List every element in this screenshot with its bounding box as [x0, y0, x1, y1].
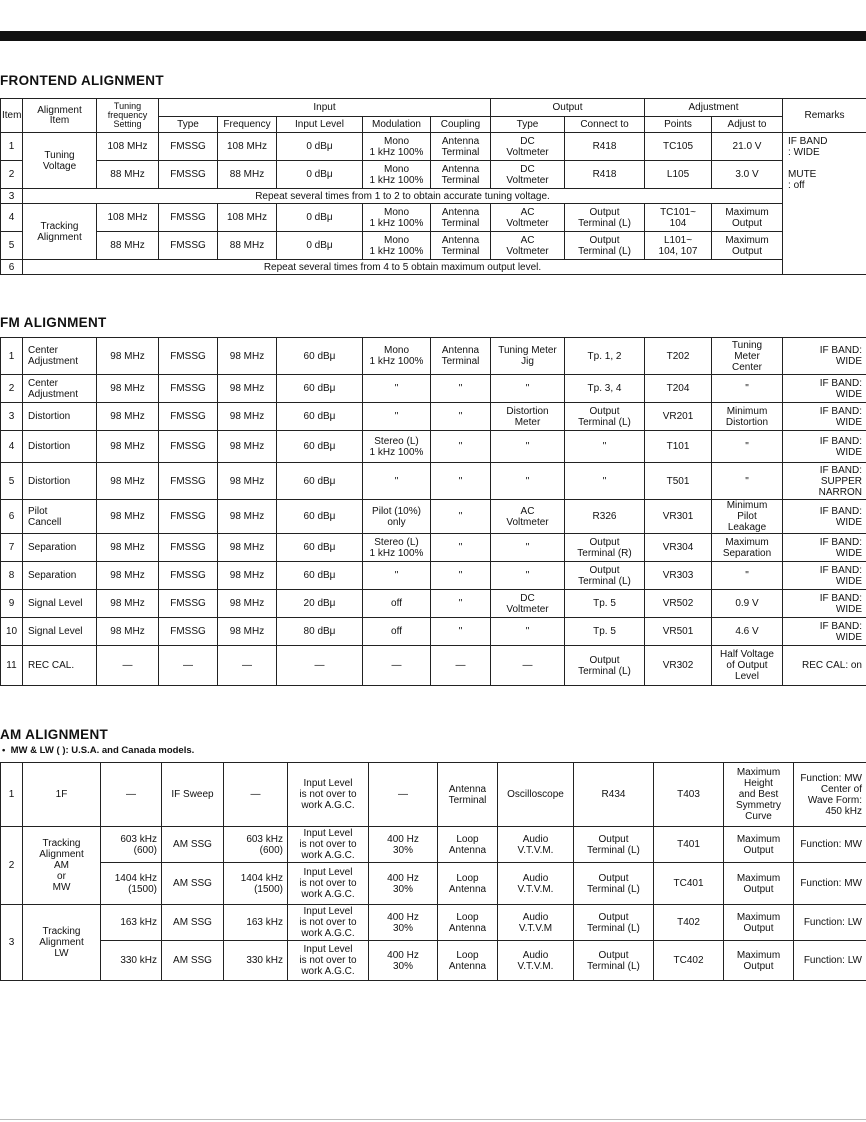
table-row: 5 88 MHz FMSSG 88 MHz 0 dBμ Mono 1 kHz 100% Antenna Terminal AC Voltmeter Output Terminal (L) L101~ 104, 107 Maximum Output — [1, 232, 866, 260]
am-title: AM ALIGNMENT — [0, 727, 109, 742]
frontend-table: Item Alignment Item Tuning frequency Setting Input Output Adjustment Remarks Type Frequency Input Level Modulation Coupling Type Connect to Points Adjust to 1 Tuning Voltage 108 MHz FMSSG 108 MHz 0 dBμ Mono 1 kHz 100% Antenna Terminal DC Voltmeter R418 TC105 21.0 V IF BAND : WIDE MUTE : off 2 88 MHz FMSSG 88 MHz 0 dBμ Mono 1 kHz 100% Antenna Terminal DC Voltmeter R418 L105 3.0 V 3 Repeat several times from 1 to 2 to obtain accurate tuning voltage. 4 Tracking Alignment 108 MHz FMSSG 108 MHz 0 dBμ Mono 1 kHz 100% Antenna Terminal AC Voltmeter Output Terminal (L) TC101~ 104 Maximum Output 5 88 MHz FMSSG 88 MHz 0 dBμ Mono 1 kHz 100% Antenna Terminal AC Voltmeter Output Terminal (L) L101~ 104, 107 Maximum Output 6 Repeat several times from 4 to 5 obtain maximum output level. — [0, 98, 866, 275]
table-row: 3 Distortion 98 MHz FMSSG 98 MHz 60 dBμ " " Distortion Meter Output Terminal (L) VR201 Minimum Distortion IF BAND: WIDE — [1, 403, 866, 431]
table-row: 5 Distortion 98 MHz FMSSG 98 MHz 60 dBμ " " " " T501 " IF BAND: SUPPER NARRON — [1, 463, 866, 500]
frontend-title: FRONTEND ALIGNMENT — [0, 73, 164, 88]
fm-table — [0, 337, 866, 686]
table-row: 4 Tracking Alignment 108 MHz FMSSG 108 MHz 0 dBμ Mono 1 kHz 100% Antenna Terminal AC Voltmeter Output Terminal (L) TC101~ 104 Maximum Output — [1, 204, 866, 232]
table-row: 1 Center Adjustment 98 MHz FMSSG 98 MHz 60 dBμ Mono 1 kHz 100% Antenna Terminal Tuning Meter Jig Tp. 1, 2 T202 Tuning Meter Center IF BAND: WIDE — [1, 338, 866, 375]
top-rule — [0, 31, 866, 41]
table-row: 2 88 MHz FMSSG 88 MHz 0 dBμ Mono 1 kHz 100% Antenna Terminal DC Voltmeter R418 L105 3.0 V — [1, 161, 866, 189]
table-row: 9 Signal Level 98 MHz FMSSG 98 MHz 20 dBμ off " DC Voltmeter Tp. 5 VR502 0.9 V IF BAND: WIDE — [1, 590, 866, 618]
table-row: 1 Tuning Voltage 108 MHz FMSSG 108 MHz 0 dBμ Mono 1 kHz 100% Antenna Terminal DC Voltmeter R418 TC105 21.0 V IF BAND : WIDE MUTE : off — [1, 133, 866, 161]
table-row: 8 Separation 98 MHz FMSSG 98 MHz 60 dBμ " " " Output Terminal (L) VR303 " IF BAND: WIDE — [1, 562, 866, 590]
table-row: 3 Repeat several times from 1 to 2 to obtain accurate tuning voltage. — [1, 189, 866, 204]
table-row: 6 Repeat several times from 4 to 5 obtain maximum output level. — [1, 260, 866, 275]
am-table — [0, 762, 866, 981]
table-row: 330 kHz AM SSG 330 kHz Input Level is not over to work A.G.C. 400 Hz 30% Loop Antenna Audio V.T.V.M. Output Terminal (L) TC402 Maximum Output Function: LW — [1, 941, 866, 981]
bottom-rule — [0, 1119, 866, 1120]
table-row: 2 Tracking Alignment AM or MW 603 kHz (600) AM SSG 603 kHz (600) Input Level is not over to work A.G.C. 400 Hz 30% Loop Antenna Audio V.T.V.M. Output Terminal (L) T401 Maximum Output Function: MW — [1, 827, 866, 863]
table-row: 1 1F — IF Sweep — Input Level is not over to work A.G.C. — Antenna Terminal Oscilloscope R434 T403 Maximum Height and Best Symmetry Curve Function: MW Center of Wave Form: 450 kHz — [1, 763, 866, 827]
fm-title: FM ALIGNMENT — [0, 315, 107, 330]
table-row: 10 Signal Level 98 MHz FMSSG 98 MHz 80 dBμ off " " Tp. 5 VR501 4.6 V IF BAND: WIDE — [1, 618, 866, 646]
am-note: • MW & LW ( ): U.S.A. and Canada models. — [2, 745, 195, 756]
frontend-remarks: IF BAND : WIDE MUTE : off — [788, 136, 828, 191]
table-row: 2 Center Adjustment 98 MHz FMSSG 98 MHz 60 dBμ " " " Tp. 3, 4 T204 " IF BAND: WIDE — [1, 375, 866, 403]
table-row: 4 Distortion 98 MHz FMSSG 98 MHz 60 dBμ Stereo (L) 1 kHz 100% " " " T101 " IF BAND: WIDE — [1, 431, 866, 463]
table-row: 7 Separation 98 MHz FMSSG 98 MHz 60 dBμ Stereo (L) 1 kHz 100% " " Output Terminal (R) VR304 Maximum Separation IF BAND: WIDE — [1, 534, 866, 562]
table-row: 3 Tracking Alignment LW 163 kHz AM SSG 163 kHz Input Level is not over to work A.G.C. 400 Hz 30% Loop Antenna Audio V.T.V.M Output Terminal (L) T402 Maximum Output Function: LW — [1, 905, 866, 941]
table-row: 6 Pilot Cancell 98 MHz FMSSG 98 MHz 60 dBμ Pilot (10%) only " AC Voltmeter R326 VR301 Minimum Pilot Leakage IF BAND: WIDE — [1, 500, 866, 534]
table-row: 1404 kHz (1500) AM SSG 1404 kHz (1500) Input Level is not over to work A.G.C. 400 Hz 30% Loop Antenna Audio V.T.V.M. Output Terminal (L) TC401 Maximum Output Function: MW — [1, 863, 866, 905]
table-row: 11 REC CAL. — — — — — — — Output Terminal (L) VR302 Half Voltage of Output Level REC CAL: on — [1, 646, 866, 686]
